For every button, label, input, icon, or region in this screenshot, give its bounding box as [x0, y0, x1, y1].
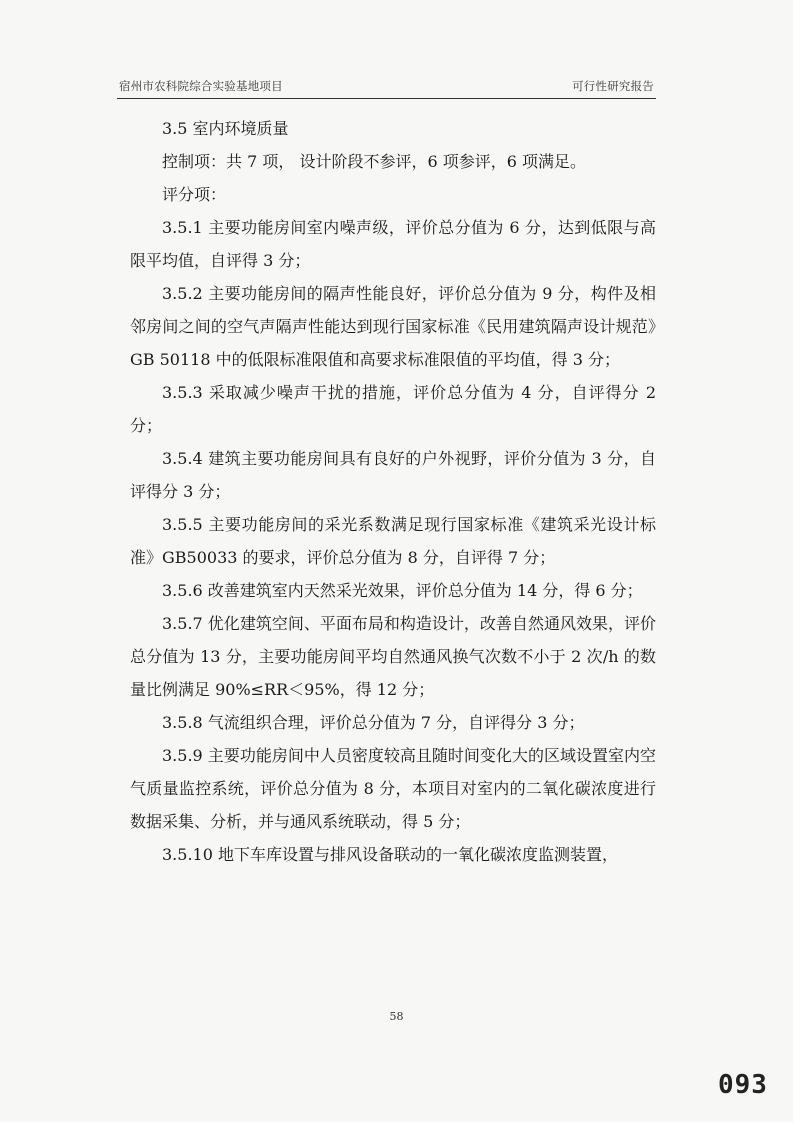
header-report-type: 可行性研究报告 — [572, 79, 654, 93]
paragraph-3-5-4: 3.5.4 建筑主要功能房间具有良好的户外视野，评价分值为 3 分，自评得分 3 分； — [130, 449, 656, 501]
control-items-paragraph: 控制项：共 7 项， 设计阶段不参评，6 项参评，6 项满足。 — [162, 152, 586, 171]
section-heading: 3.5 室内环境质量 — [162, 119, 289, 138]
page-number: 58 — [389, 1010, 404, 1023]
paragraph-3-5-5: 3.5.5 主要功能房间的采光系数满足现行国家标准《建筑采光设计标准》GB50033 的要求，评价总分值为 8 分，自评得 7 分； — [130, 515, 656, 567]
paragraph-3-5-3: 3.5.3 采取减少噪声干扰的措施，评价总分值为 4 分，自评得分 2 分； — [130, 383, 656, 435]
paragraph-3-5-6: 3.5.6 改善建筑室内天然采光效果，评价总分值为 14 分，得 6 分； — [162, 581, 643, 600]
paragraph-3-5-7: 3.5.7 优化建筑空间、平面布局和构造设计，改善自然通风效果，评价总分值为 13 分，主要功能房间平均自然通风换气次数不小于 2 次/h 的数量比例满足 90%≤RR＜95%，得 12 分； — [130, 614, 656, 699]
paragraph-3-5-10: 3.5.10 地下车库设置与排风设备联动的一氧化碳浓度监测装置， — [162, 845, 618, 864]
page-header — [117, 76, 656, 99]
document-body — [130, 112, 656, 871]
stamp-number: 093 — [718, 1070, 768, 1100]
paragraph-3-5-1: 3.5.1 主要功能房间室内噪声级，评价总分值为 6 分，达到低限与高限平均值，自评得 3 分； — [130, 218, 656, 270]
scoring-items-label: 评分项： — [162, 185, 227, 204]
paragraph-3-5-9: 3.5.9 主要功能房间中人员密度较高且随时间变化大的区域设置室内空气质量监控系统，评价总分值为 8 分，本项目对室内的二氧化碳浓度进行数据采集、分析，并与通风系统联动，得 5 分； — [130, 746, 656, 831]
paragraph-3-5-8: 3.5.8 气流组织合理，评价总分值为 7 分，自评得分 3 分； — [162, 713, 585, 732]
header-project-title: 宿州市农科院综合实验基地项目 — [119, 79, 283, 93]
paragraph-3-5-2: 3.5.2 主要功能房间的隔声性能良好，评价总分值为 9 分，构件及相邻房间之间的空气声隔声性能达到现行国家标准《民用建筑隔声设计规范》GB 50118 中的低限标准限值和高要求标准限值的平均值，得 3 分； — [130, 284, 656, 369]
